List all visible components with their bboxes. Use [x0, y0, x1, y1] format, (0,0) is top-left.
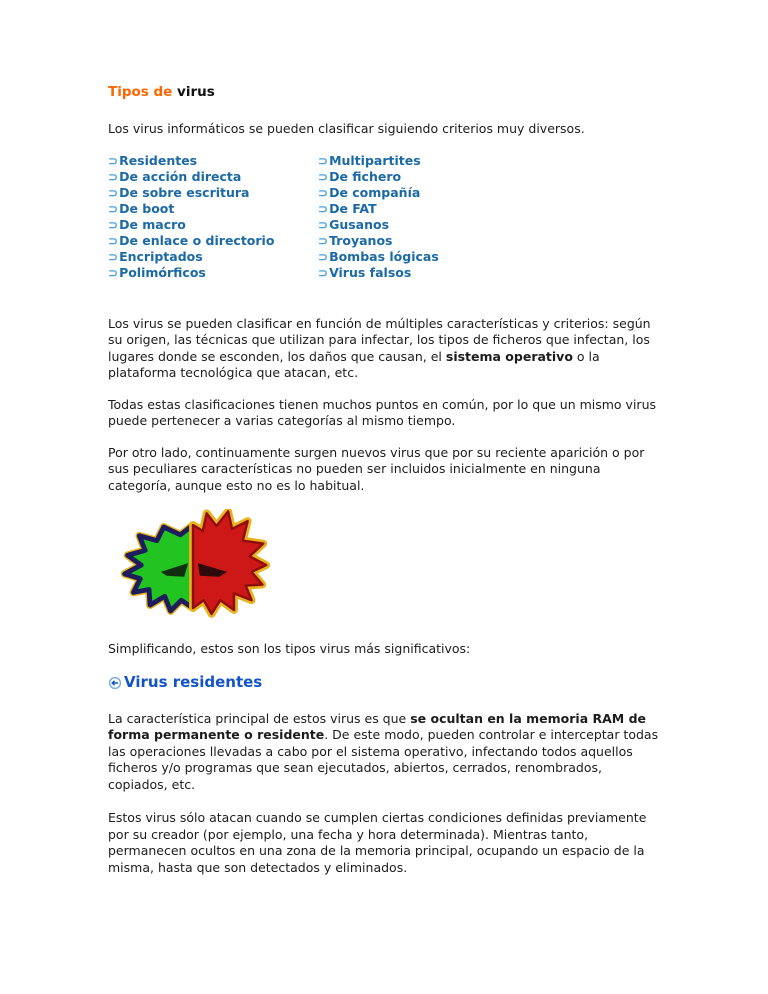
paragraph-criterios	[108, 316, 664, 382]
virus-type-link-label: Bombas lógicas	[329, 248, 439, 264]
arrow-bullet-icon: ⊃	[318, 233, 329, 248]
paragraph-criterios-bold: sistema operativo	[445, 348, 573, 364]
virus-type-link-label: De macro	[119, 216, 186, 232]
virus-logo-svg	[110, 509, 276, 627]
virus-type-link-label: De FAT	[329, 200, 377, 216]
arrow-bullet-icon: ⊃	[108, 265, 119, 280]
arrow-bullet-icon: ⊃	[318, 217, 329, 232]
paragraph-residentes-1-bold: se ocultan en la memoria RAM de forma permanente o residente	[108, 710, 646, 742]
virus-type-link[interactable]	[108, 169, 318, 185]
virus-type-link-label: De fichero	[329, 168, 402, 184]
virus-type-link-label: De boot	[119, 200, 175, 216]
virus-type-link[interactable]	[318, 201, 439, 217]
arrow-bullet-icon: ⊃	[318, 201, 329, 216]
virus-type-link-label: Encriptados	[119, 248, 203, 264]
arrow-bullet-icon: ⊃	[318, 185, 329, 200]
paragraph-residentes-1	[108, 711, 664, 794]
virus-type-link[interactable]	[318, 265, 439, 281]
arrow-bullet-icon: ⊃	[108, 169, 119, 184]
arrow-bullet-icon: ⊃	[318, 153, 329, 168]
virus-type-link[interactable]	[318, 153, 439, 169]
virus-type-link[interactable]	[108, 265, 318, 281]
paragraph-nuevos: Por otro lado, continuamente surgen nuevos virus que por su reciente aparición o por sus peculiares características no pueden ser incluidos inicialmente en ninguna categoría, aunque esto no es lo habitual.	[108, 444, 645, 493]
page-title-rest: virus	[177, 84, 215, 100]
section-heading-virus-residentes	[108, 673, 668, 691]
virus-type-link[interactable]	[318, 169, 439, 185]
virus-type-list	[108, 153, 668, 281]
paragraph-simplificando: Simplificando, estos son los tipos virus más significativos:	[108, 641, 471, 656]
arrow-bullet-icon: ⊃	[108, 249, 119, 264]
return-arrow-icon[interactable]	[108, 676, 122, 690]
virus-type-link[interactable]	[318, 217, 439, 233]
virus-type-link[interactable]	[318, 249, 439, 265]
virus-type-link[interactable]	[108, 233, 318, 249]
virus-type-link-label: Troyanos	[329, 232, 393, 248]
virus-type-link[interactable]	[108, 153, 318, 169]
virus-type-link-label: De compañía	[329, 184, 421, 200]
arrow-bullet-icon: ⊃	[108, 153, 119, 168]
virus-type-column-2	[318, 153, 439, 281]
arrow-bullet-icon: ⊃	[318, 169, 329, 184]
logo-right-half	[193, 511, 266, 614]
arrow-bullet-icon: ⊃	[318, 249, 329, 264]
virus-type-link[interactable]	[318, 185, 439, 201]
paragraph-clasificaciones: Todas estas clasificaciones tienen muchos puntos en común, por lo que un mismo virus puede pertenecer a varias categorías al mismo tiempo.	[108, 396, 656, 428]
virus-logo-image	[110, 509, 668, 631]
virus-type-link[interactable]	[108, 201, 318, 217]
virus-type-link[interactable]	[108, 249, 318, 265]
paragraph-residentes-1-part1: La característica principal de estos virus es que	[108, 710, 411, 726]
virus-type-link-label: De sobre escritura	[119, 184, 250, 200]
virus-type-column-1	[108, 153, 318, 281]
paragraph-residentes-1-part2: . De este modo, pueden controlar e interceptar todas las operaciones llevadas a cabo por el sistema operativo, infectando todos aquellos ficheros y/o programas que sean ejecutados, abiertos, cerrados, renombrados, copiados, etc.	[108, 727, 659, 792]
intro-paragraph: Los virus informáticos se pueden clasificar siguiendo criterios muy diversos.	[108, 121, 585, 136]
arrow-bullet-icon: ⊃	[108, 201, 119, 216]
virus-type-link-label: Multipartites	[329, 152, 421, 168]
arrow-bullet-icon: ⊃	[318, 265, 329, 280]
virus-type-link-label: Gusanos	[329, 216, 390, 232]
virus-type-link-label: De enlace o directorio	[119, 232, 275, 248]
virus-type-link-label: Virus falsos	[329, 264, 412, 280]
virus-type-link-label: Residentes	[119, 152, 198, 168]
virus-type-link[interactable]	[108, 185, 318, 201]
paragraph-criterios-part1: Los virus se pueden clasificar en función de múltiples características y criterios: según su origen, las técnicas que utilizan para infectar, los tipos de ficheros que infectan, los lugares donde se esconden, los daños que causan, el	[108, 315, 651, 364]
arrow-bullet-icon: ⊃	[108, 217, 119, 232]
arrow-bullet-icon: ⊃	[108, 185, 119, 200]
page-title-accent: Tipos de	[108, 84, 178, 100]
virus-type-link-label: De acción directa	[119, 168, 242, 184]
paragraph-residentes-2: Estos virus sólo atacan cuando se cumplen ciertas condiciones definidas previamente por su creador (por ejemplo, una fecha y hora determinada). Mientras tanto, permanecen ocultos en una zona de la memoria principal, ocupando un espacio de la misma, hasta que son detectados y eliminados.	[108, 810, 647, 875]
paragraph-criterios-part2: o la plataforma tecnológica que atacan, etc.	[108, 348, 600, 380]
arrow-bullet-icon: ⊃	[108, 233, 119, 248]
virus-type-link[interactable]	[318, 233, 439, 249]
section-heading-label: Virus residentes	[124, 672, 263, 691]
virus-type-link-label: Polimórficos	[119, 264, 206, 280]
page-title	[108, 84, 668, 100]
virus-type-link[interactable]	[108, 217, 318, 233]
